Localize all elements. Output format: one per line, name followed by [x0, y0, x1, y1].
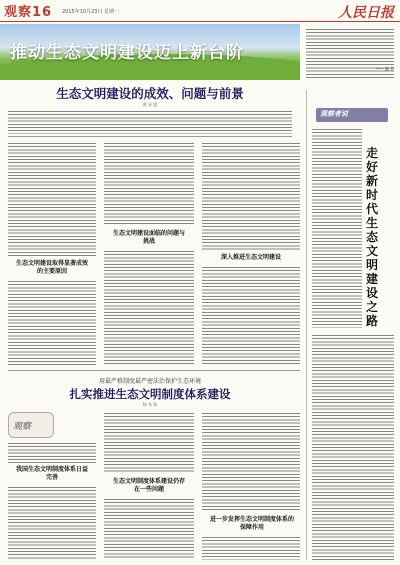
divider: [8, 370, 300, 371]
newspaper-logo: 人民日报: [338, 5, 394, 21]
issue-date: 2015年10月23日 星期一: [62, 9, 120, 15]
article-column-2b: [104, 250, 194, 366]
article2-column-2a: [104, 412, 194, 474]
article2-column-1b: [8, 486, 96, 560]
article-column-1a: [8, 142, 96, 258]
article2-subhead-2: 生态文明制度体系建设仍存在一些问题: [112, 478, 185, 493]
section-label: 观察16: [4, 5, 53, 20]
sidebar-text-bottom: [312, 334, 394, 560]
article-column-3b: [202, 266, 300, 366]
article2-author: 杨 冬 秋: [142, 402, 158, 407]
banner-image: [0, 24, 300, 80]
article2-subhead-1: 我国生态文明制度体系日益完善: [16, 466, 89, 481]
article-subhead-3: 深入推进生态文明建设: [220, 254, 281, 261]
article2-subhead-3: 进一步发挥生态文明制度体系的保障作用: [210, 516, 295, 531]
column-rule: [306, 90, 307, 560]
page-header: [0, 0, 400, 22]
observe-stamp: [8, 412, 54, 438]
sidebar-text-top: [312, 128, 362, 328]
article-author: 黄 承 梁: [142, 102, 158, 107]
banner-title: 推动生态文明建设迈上新台阶: [10, 43, 244, 63]
editor-intro-text: [306, 28, 394, 80]
observe-stamp-text: 观察: [13, 422, 32, 432]
article2-column-1a: [8, 442, 96, 464]
section-badge: [316, 108, 388, 122]
article2-kicker: 用最严格制度最严密法治保护生态环境: [98, 378, 201, 385]
article-column-3a: [202, 142, 300, 250]
divider: [8, 136, 292, 137]
article2-column-3b: [202, 536, 300, 560]
article-column-1b: [8, 280, 96, 366]
article-title: 生态文明建设的成效、问题与前景: [56, 86, 244, 101]
article2-column-2b: [104, 498, 194, 560]
sidebar-vertical-title: 走好新时代生态文明建设之路: [366, 146, 379, 328]
article-column-2a: [104, 142, 194, 226]
article2-title: 扎实推进生态文明制度体系建设: [69, 387, 231, 401]
article-subhead-2: 生态文明建设面临的问题与挑战: [112, 230, 185, 245]
article-lead-text: [8, 110, 292, 134]
article2-column-3a: [202, 412, 300, 512]
section-badge-text: 观察者说: [320, 110, 348, 118]
editor-signature: —— 编 者: [375, 66, 394, 71]
article-subhead-1: 生态文明建设取得显著成效的主要原因: [16, 260, 89, 275]
